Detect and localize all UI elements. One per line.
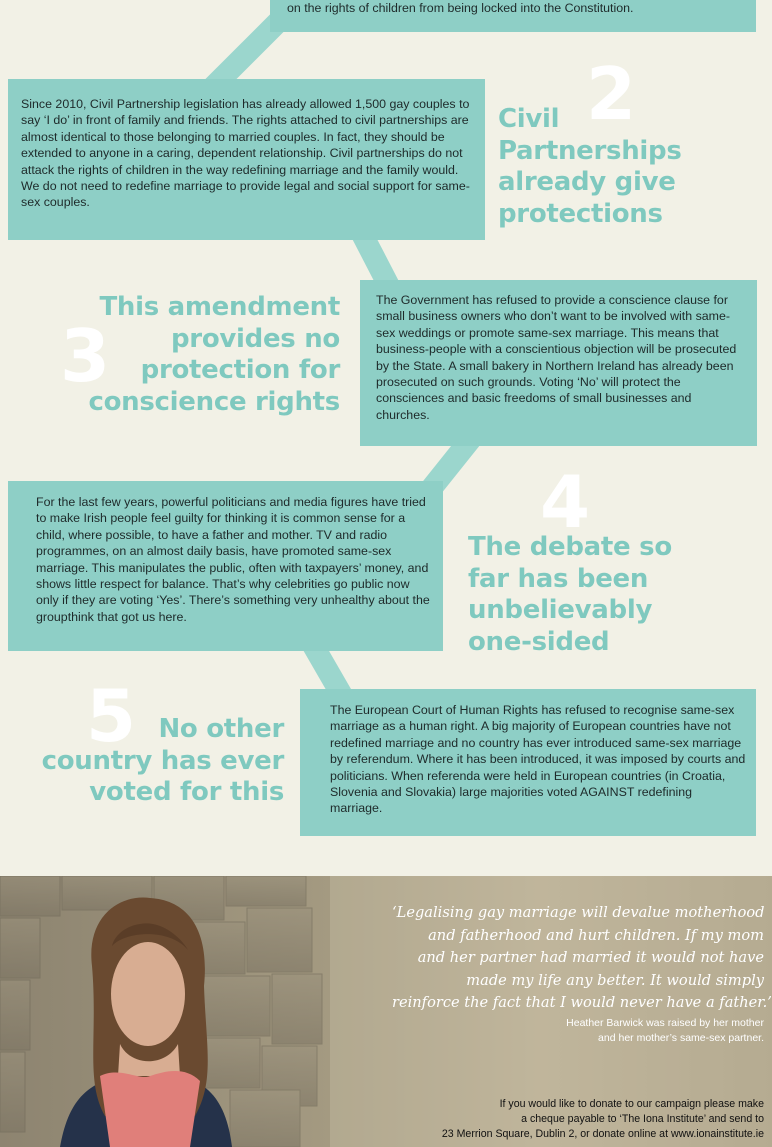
section-2-number: 2 <box>586 52 637 136</box>
section-3-heading: This amendment provides no protection for conscience rights <box>88 292 340 417</box>
section-4-number: 4 <box>540 460 591 544</box>
section-2-body-box <box>8 79 485 240</box>
donation-info: If you would like to donate to our campaign please make a cheque payable to ‘The Iona Institute’ and send to 23 Merrion Square, Dublin 2, or donate online at www.ionainstitute.ie <box>441 1098 764 1140</box>
testimonial-attribution: Heather Barwick was raised by her mother and her mother’s same-sex partner. <box>566 1017 764 1044</box>
testimonial-banner <box>0 876 772 1147</box>
section-2-heading: Civil Partnerships already give protections <box>498 104 682 229</box>
section-3-body-box <box>360 280 757 446</box>
testimonial-quote: ‘Legalising gay marriage will devalue motherhood and fatherhood and hurt children. If my mom and her partner had married it would not have made my life any better. It would simply reinforce the fact that I would never have a father.’ <box>392 904 772 1012</box>
section-3-number: 3 <box>60 314 111 398</box>
section-4-body: For the last few years, powerful politicians and media figures have tried to make Irish people feel guilty for thinking it is common sense for a child, where possible, to have a father and mother. TV and radio programmes, on an almost daily basis, have promoted same-sex marriage. This manipulates the public, often with taxpayers’ money, and shows little respect for balance. That’s why celebrities go public now only if they are voting ‘Yes’. There’s something very unhealthy about the groupthink that got us here. <box>36 495 430 624</box>
section-5-number: 5 <box>86 674 137 758</box>
section-2-body: Since 2010, Civil Partnership legislation has already allowed 1,500 gay couples to say ‘I do’ in front of family and friends. The rights attached to civil partnerships are almost identical to those belonging to married couples. In fact, they should be extended to anyone in a caring, dependent relationship. Civil partnerships do not attack the rights of children in the way redefining marriage and the family would. We do not need to redefine marriage to provide legal and social support for same-sex couples. <box>21 97 470 210</box>
section-5-body-box <box>300 689 756 836</box>
section-5-body: The European Court of Human Rights has refused to recognise same-sex marriage as a human right. A big majority of European countries have not redefined marriage and no country has ever introduced same-sex marriage by referendum. Where it has been introduced, it was imposed by courts and politicians. When referenda were held in European countries (in Croatia, Slovenia and Slovakia) large majorities voted AGAINST redefining marriage. <box>330 703 746 816</box>
section-3-body: The Government has refused to provide a conscience clause for small business owners who don’t want to be involved with same-sex weddings or promote same-sex marriage. This means that business-people with a conscientious objection will be prosecuted by the State. A small bakery in Northern Ireland has already been prosecuted on such grounds. Voting ‘No’ will protect the consciences and basic freedoms of small businesses and churches. <box>376 293 737 422</box>
section-4-heading: The debate so far has been unbelievably one-sided <box>468 532 672 657</box>
section-4-body-box <box>8 481 443 651</box>
intro-tail-box <box>270 0 756 32</box>
section-5-heading: No other country has ever voted for this <box>41 714 284 807</box>
intro-tail-text: on the rights of children from being locked into the Constitution. <box>287 1 634 15</box>
